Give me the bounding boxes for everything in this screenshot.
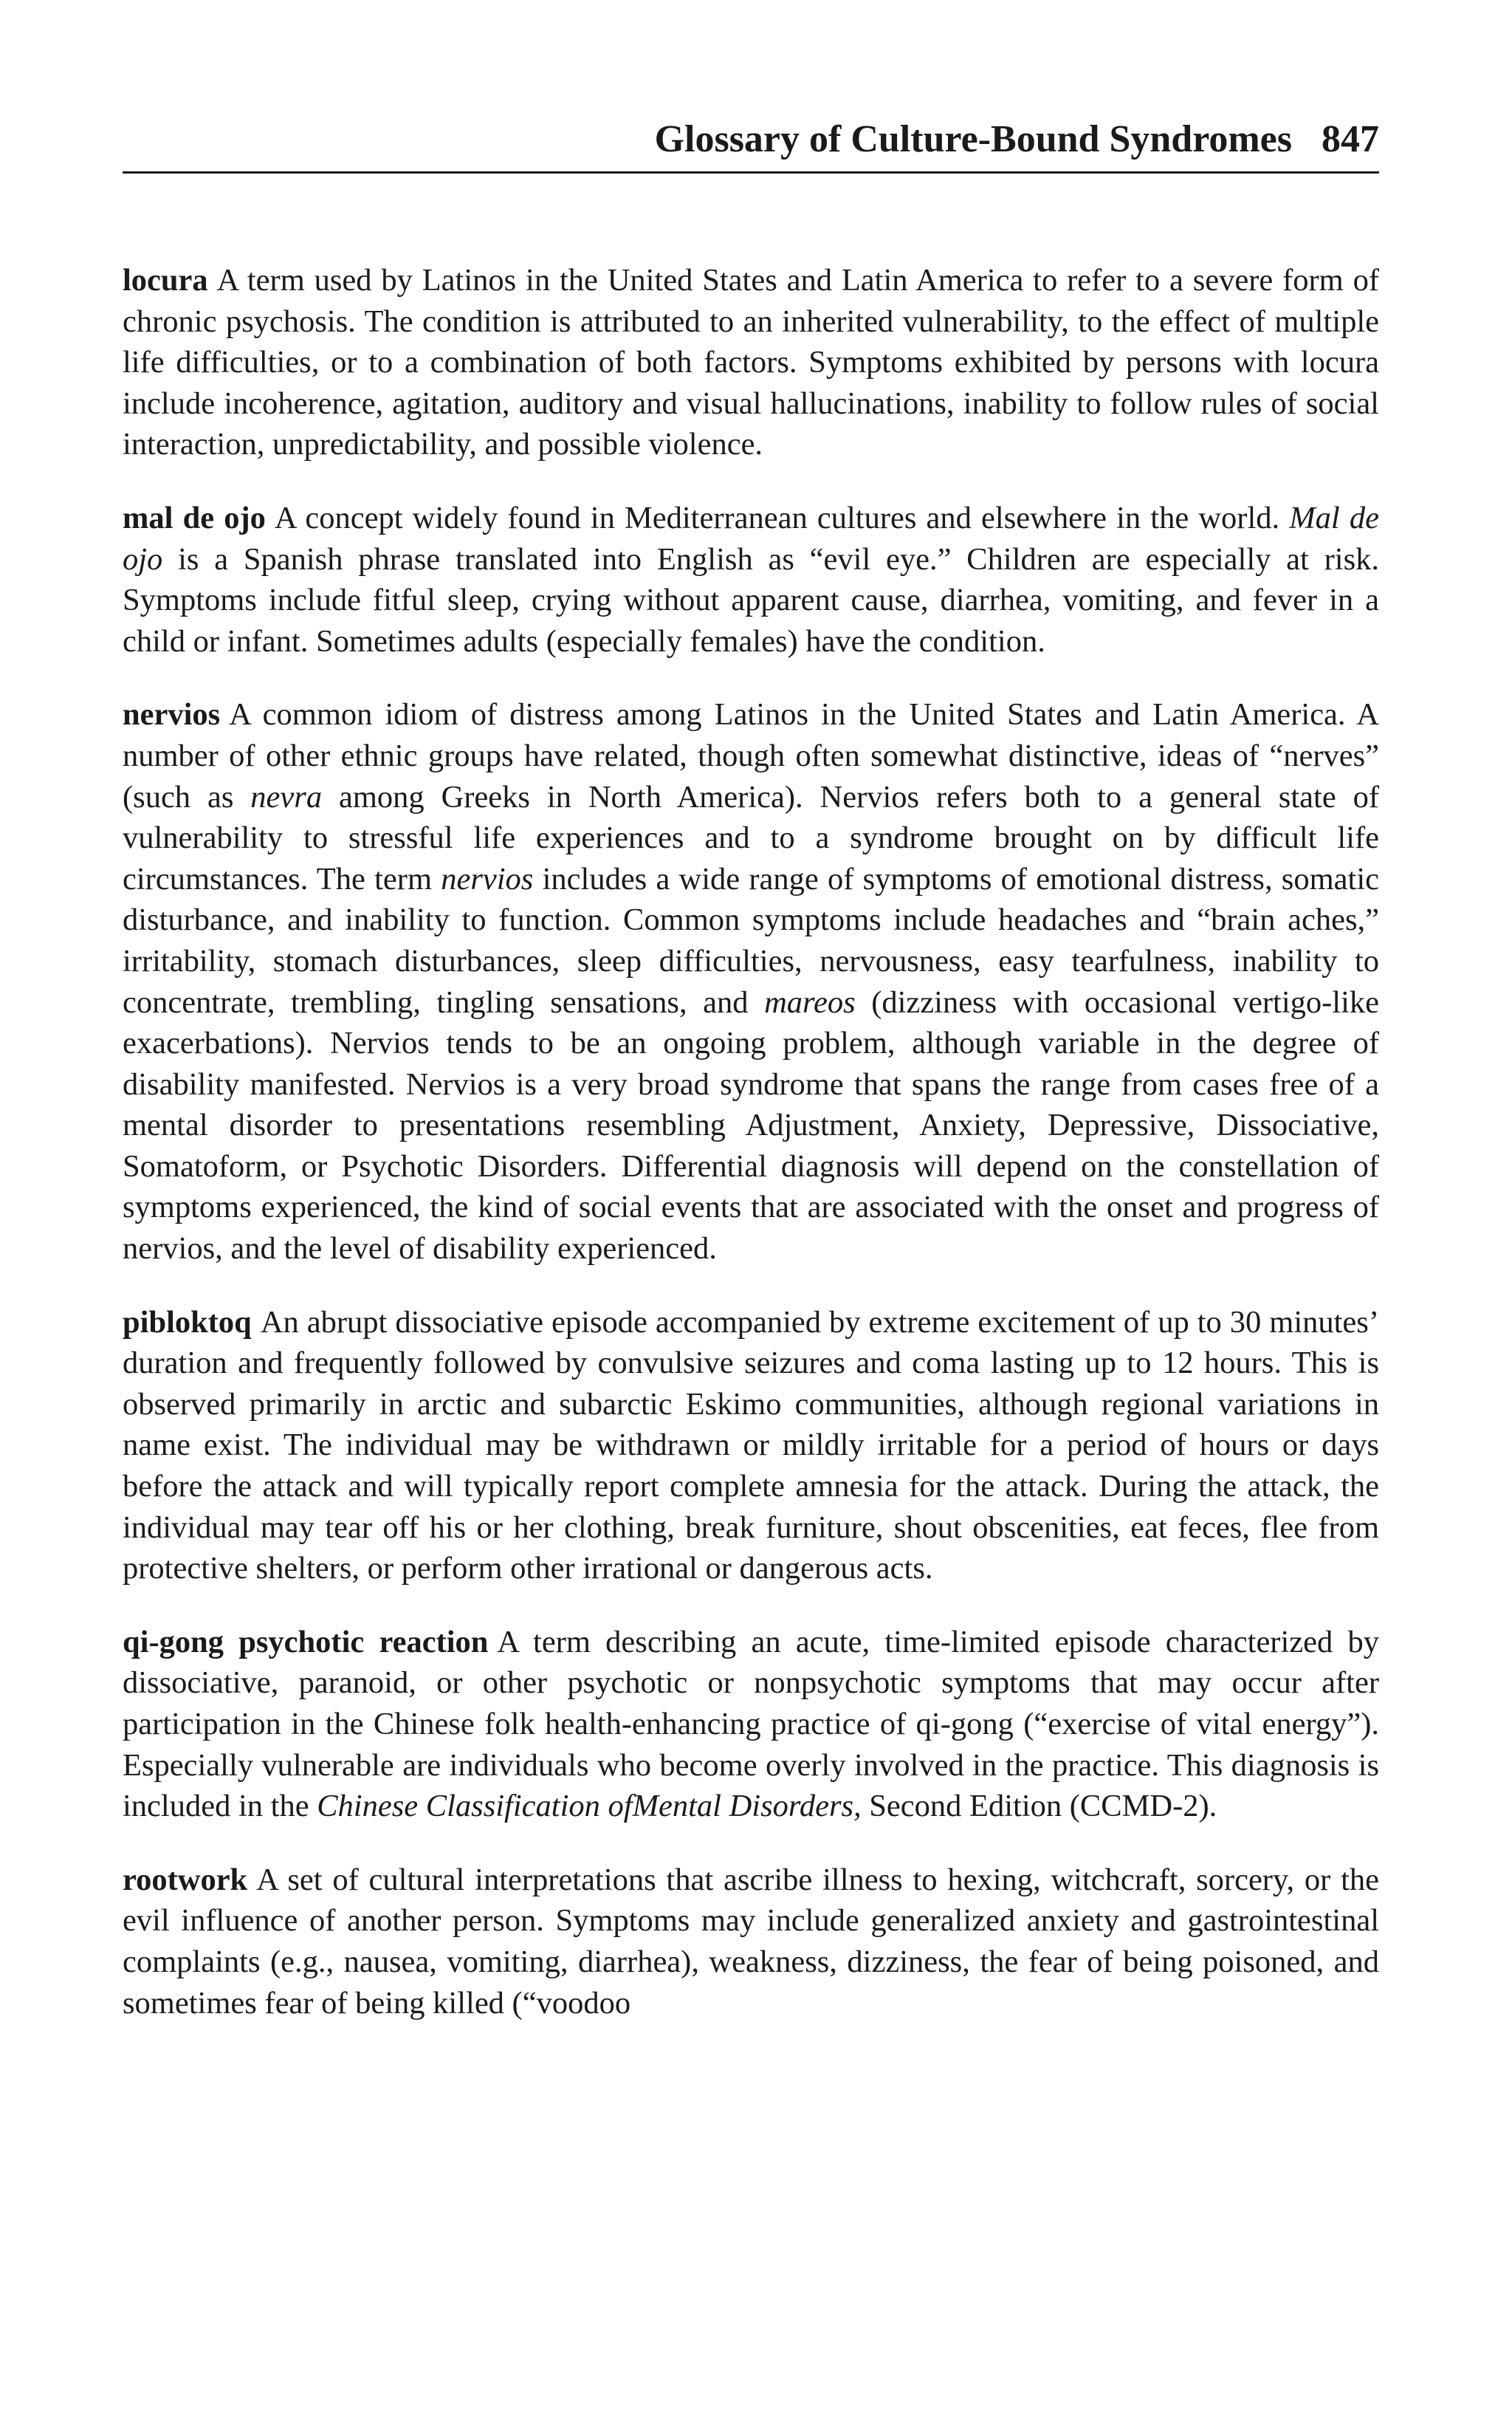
entry-italic-text: nevra <box>250 779 323 815</box>
glossary-entry <box>123 1622 1379 1827</box>
page-number: 847 <box>1322 118 1379 160</box>
entry-definition-text: A term used by Latinos in the United States and Latin America to refer to a severe form of chronic psychosis. The condition is attributed to an inherited vulnerability, to the effect of multiple life difficulties, or to a combination of both factors. Symptoms exhibited by persons with locura include incoherence, agitation, auditory and visual hallucinations, inability to follow rules of social interaction, unpredictability, and possible violence. <box>123 263 1379 462</box>
entry-italic-text: Chinese Classification ofMental Disorders, <box>317 1789 862 1824</box>
entry-italic-text: mareos <box>764 984 856 1020</box>
entry-term: locura <box>123 263 208 298</box>
entry-term: mal de ojo <box>123 500 266 535</box>
entry-definition-text: A common idiom of distress among Latinos in the United States and Latin America. A number of other ethnic groups have related, though often somewhat distinctive, ideas of “nerves” (such as <box>123 697 1379 815</box>
header-rule <box>123 171 1379 174</box>
glossary-entries <box>123 260 1379 2056</box>
entry-definition-text: is a Spanish phrase translated into English as “evil eye.” Children are especially at risk. Symptoms include fitful sleep, crying without apparent cause, diarrhea, vomiting, and fever in a child or infant. Sometimes adults (especially females) have the condition. <box>123 541 1379 659</box>
entry-italic-text: nervios <box>441 861 534 897</box>
entry-definition-text: An abrupt dissociative episode accompanied by extreme excitement of up to 30 minutes’ duration and frequently followed by convulsive seizures and coma lasting up to 12 hours. This is observed primarily in arctic and subarctic Eskimo communities, although regional variations in name exist. The individual may be withdrawn or mildly irritable for a period of hours or days before the attack and will typically report complete amnesia for the attack. During the attack, the individual may tear off his or her clothing, break furniture, shout obscenities, eat feces, flee from protective shelters, or perform other irrational or dangerous acts. <box>123 1304 1379 1586</box>
entry-definition-text: A concept widely found in Mediterranean cultures and elsewhere in the world. <box>274 500 1290 535</box>
glossary-entry <box>123 498 1379 662</box>
entry-italic-text: Mal de ojo <box>123 500 1379 577</box>
entry-term: qi-gong psychotic reaction <box>123 1624 489 1659</box>
entry-definition-text: Second Edition (CCMD-2). <box>861 1789 1217 1824</box>
running-head <box>123 109 1379 170</box>
running-head-title: Glossary of Culture-Bound Syndromes <box>654 118 1292 160</box>
glossary-entry <box>123 260 1379 465</box>
glossary-entry <box>123 1302 1379 1589</box>
entry-definition-text: A set of cultural interpretations that ascribe illness to hexing, witchcraft, sorcery, or the evil influence of another person. Symptoms may include generalized anxiety and gastrointestinal complaints (e.g., nausea, vomiting, diarrhea), weakness, dizziness, the fear of being poisoned, and sometimes fear of being killed (“voodoo <box>123 1862 1379 2021</box>
entry-definition-text: includes a wide range of symptoms of emotional distress, somatic disturbance, and inability to function. Common symptoms include headaches and “brain aches,” irritability, stomach disturbances, sleep difficulties, nervousness, easy tearfulness, inability to concentrate, trembling, tingling sensations, and <box>123 861 1379 1020</box>
entry-definition-text: A term describing an acute, time-limited episode characterized by dissociative, paranoid, or other psychotic or nonpsychotic symptoms that may occur after participation in the Chinese folk health-enhancing practice of qi-gong (“exercise of vital energy”). Especially vulnerable are individuals who become overly involved in the practice. This diagnosis is included in the <box>123 1624 1379 1824</box>
entry-definition-text: (dizziness with occasional vertigo-like exacerbations). Nervios tends to be an ongoing problem, although variable in the degree of disability manifested. Nervios is a very broad syndrome that spans the range from cases free of a mental disorder to presentations resembling Adjustment, Anxiety, Depressive, Dissociative, Somatoform, or Psychotic Disorders. Differential diagnosis will depend on the constellation of symptoms experienced, the kind of social events that are associated with the onset and progress of nervios, and the level of disability experienced. <box>123 984 1380 1267</box>
glossary-entry <box>123 1860 1379 2024</box>
entry-term: rootwork <box>123 1862 248 1897</box>
entry-definition-text: among Greeks in North America). Nervios refers both to a general state of vulnerability to stressful life experiences and to a syndrome brought on by difficult life circumstances. The term <box>123 779 1380 897</box>
glossary-entry <box>123 694 1379 1269</box>
entry-term: nervios <box>123 697 221 733</box>
entry-term: pibloktoq <box>123 1304 252 1340</box>
